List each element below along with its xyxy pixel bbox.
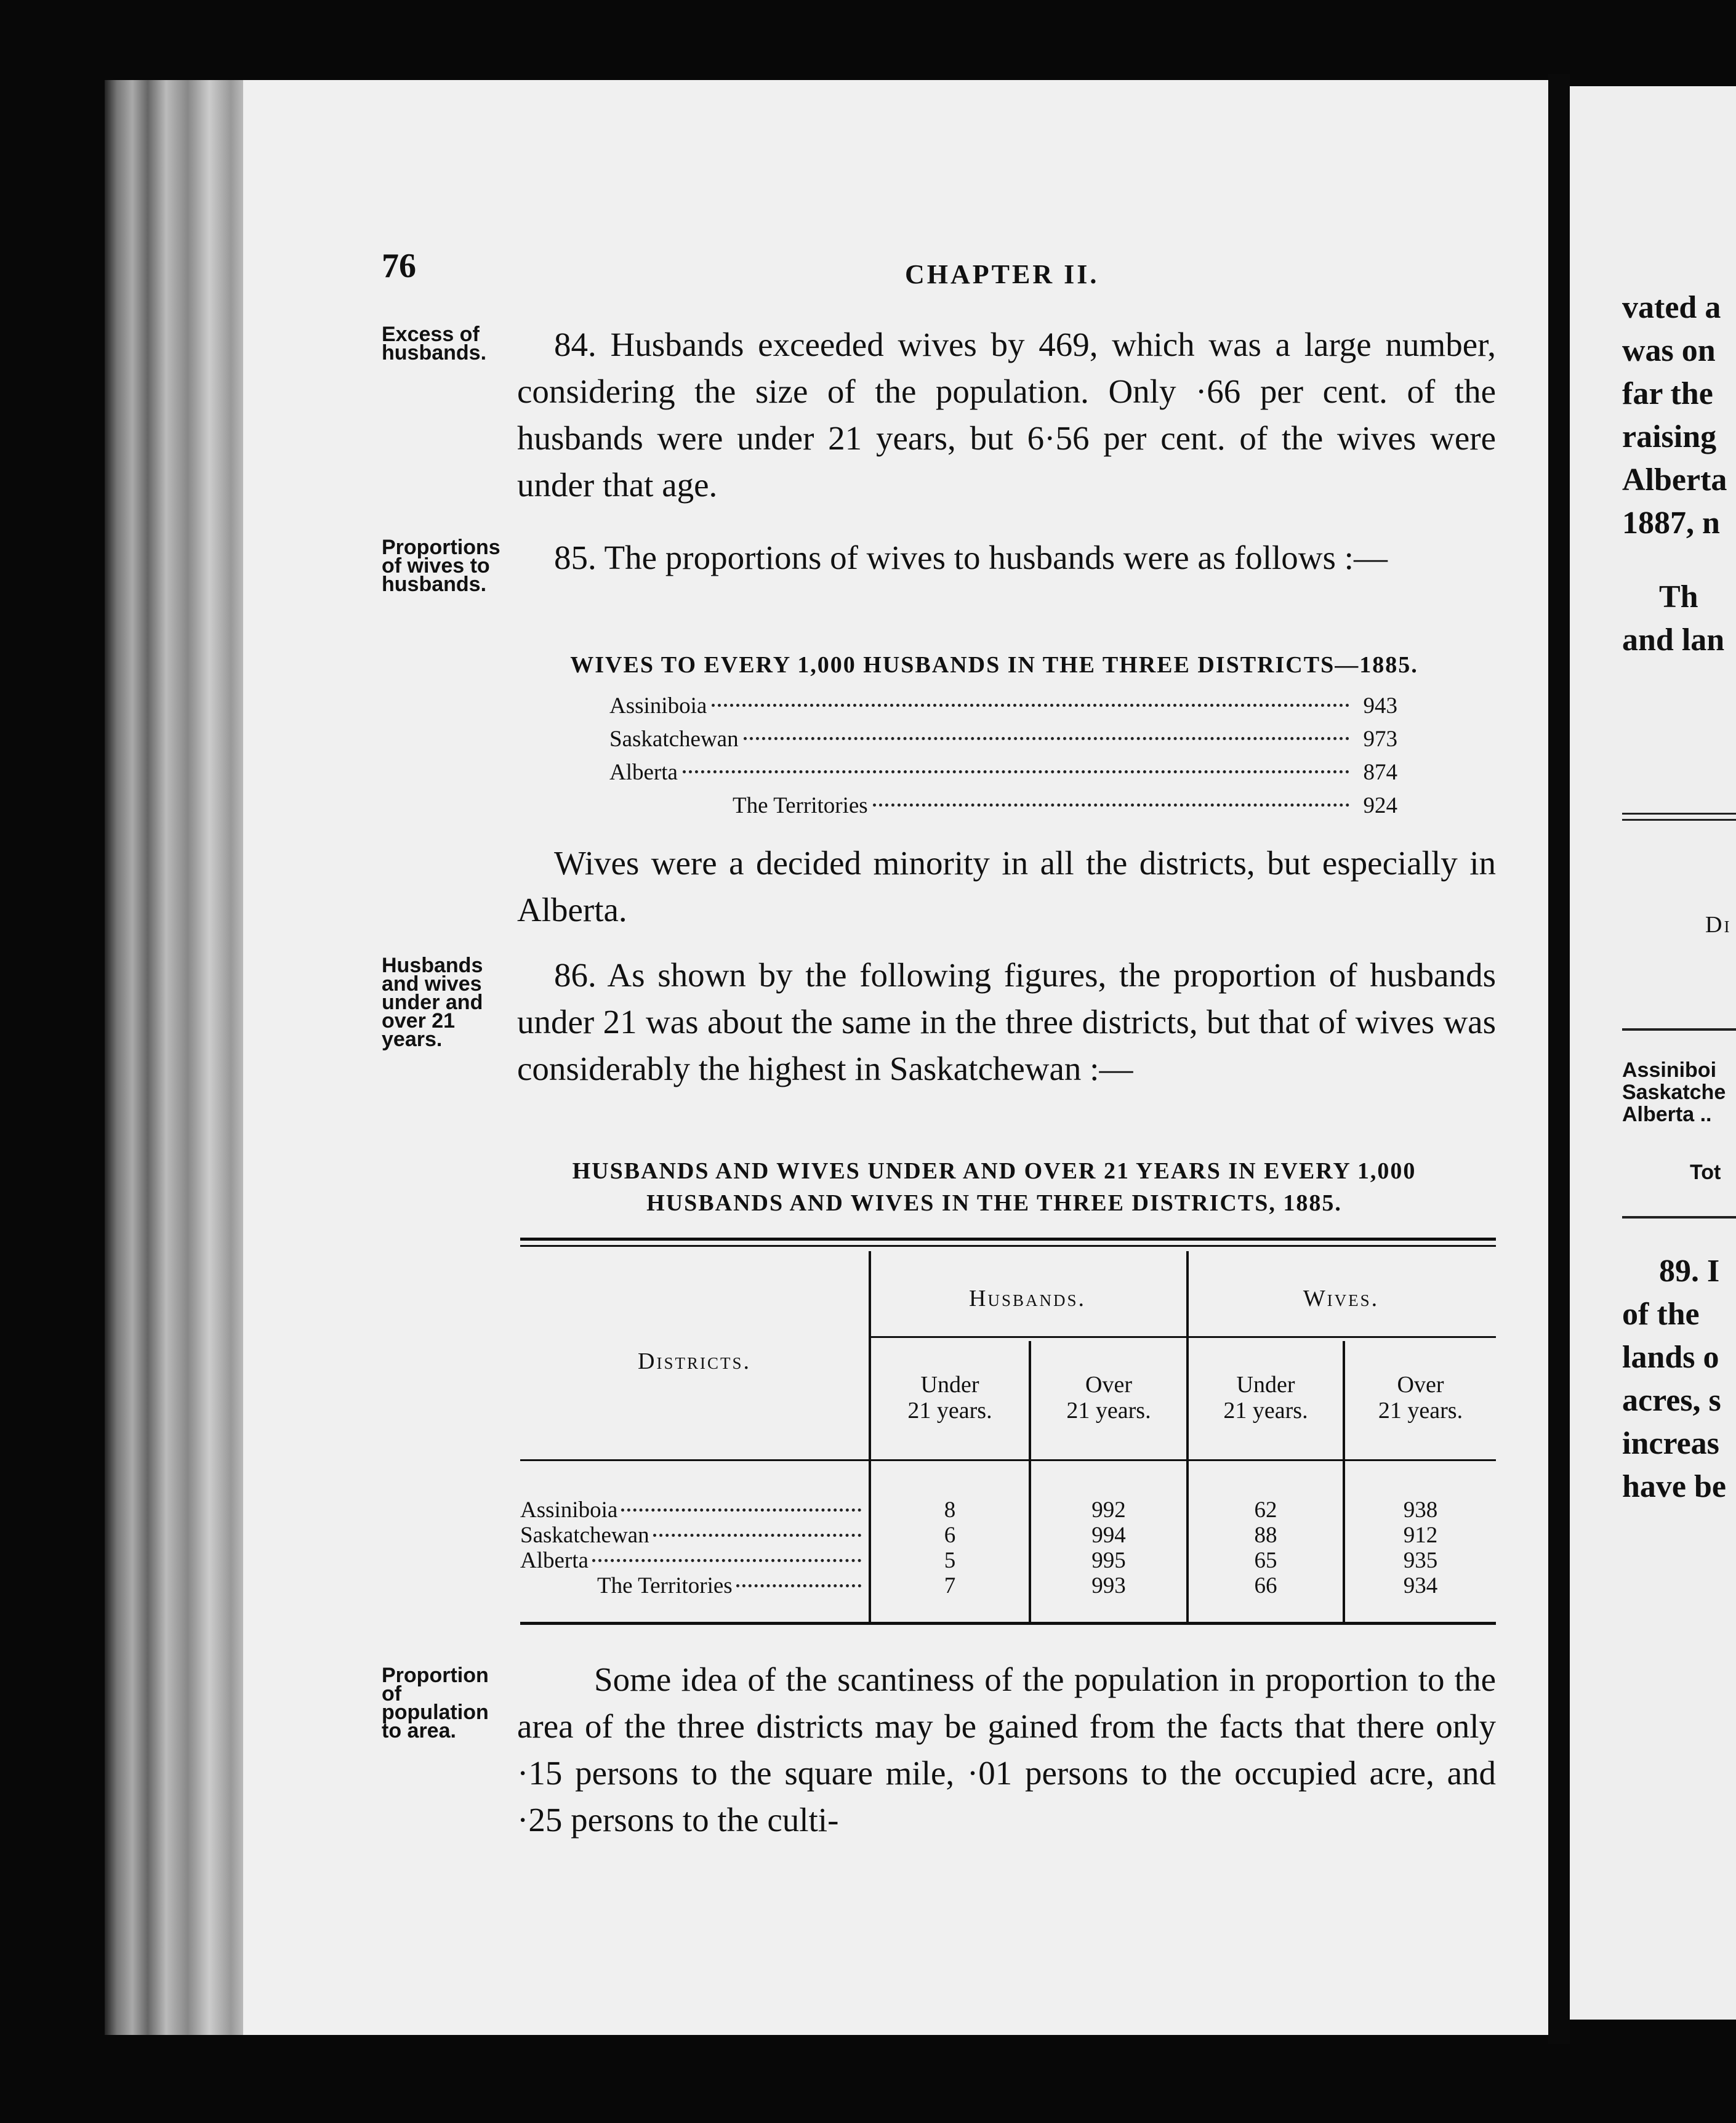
facing-header-di: Di bbox=[1705, 912, 1732, 938]
leader-dots bbox=[683, 770, 1349, 773]
facing-rule bbox=[1622, 813, 1736, 815]
table-row bbox=[520, 1573, 865, 1598]
header-wives: Wives. bbox=[1303, 1286, 1380, 1311]
leader-dots bbox=[621, 1509, 861, 1512]
facing-line: far the bbox=[1622, 376, 1713, 411]
facing-page bbox=[1570, 86, 1736, 2020]
facing-row: Assiniboi bbox=[1622, 1058, 1717, 1082]
facing-line: raising bbox=[1622, 419, 1717, 454]
district-name: Saskatchewan bbox=[520, 1523, 649, 1548]
paragraph-87: Some idea of the scantiness of the population in proportion to the area of the three districts may be gained from the facts that there only ·15 persons to the square mile, ·01 persons to the occupied acre, and ·25 persons to the culti- bbox=[517, 1661, 1496, 1839]
cell-value: 935 bbox=[1403, 1548, 1438, 1573]
facing-rule bbox=[1622, 819, 1736, 821]
cell-value: 88 bbox=[1254, 1523, 1277, 1548]
husbands-under-column bbox=[871, 1497, 1029, 1598]
district-name: Alberta bbox=[520, 1548, 589, 1573]
header-over-line1: Over bbox=[1085, 1372, 1132, 1398]
running-head: CHAPTER II. bbox=[905, 259, 1099, 289]
header-districts: Districts. bbox=[638, 1348, 751, 1374]
cell-value: 6 bbox=[944, 1523, 956, 1548]
header-wives-over bbox=[1345, 1372, 1496, 1424]
age-table-title-line1: HUSBANDS AND WIVES UNDER AND OVER 21 YEARS IN EVERY 1,000 bbox=[572, 1158, 1417, 1184]
wives-under-column bbox=[1189, 1497, 1343, 1598]
header-over-line2: 21 years. bbox=[1066, 1398, 1151, 1424]
table-bottom-rule bbox=[520, 1622, 1496, 1625]
paragraph-86: 86. As shown by the following figures, the proportion of husbands under 21 was about the same in the three districts, but that of wives was considerably the highest in Saskatchewan :— bbox=[517, 956, 1496, 1087]
header-wives-under bbox=[1189, 1372, 1343, 1424]
facing-rule bbox=[1622, 1028, 1736, 1031]
cell-value: 995 bbox=[1091, 1548, 1126, 1573]
age-table bbox=[520, 1238, 1496, 1625]
cell-value: 5 bbox=[944, 1548, 956, 1573]
paragraph-85-followup: Wives were a decided minority in all the districts, but especially in Alberta. bbox=[517, 844, 1496, 929]
facing-line: vated a bbox=[1622, 290, 1721, 325]
cell-value: 912 bbox=[1403, 1523, 1438, 1548]
facing-table-rows bbox=[1622, 1059, 1726, 1126]
facing-line: 89. I bbox=[1659, 1254, 1720, 1289]
header-under-line1: Under bbox=[1236, 1372, 1295, 1398]
margin-note-proportions: Proportions of wives to husbands. bbox=[382, 536, 500, 596]
ratio-row bbox=[609, 756, 1397, 789]
paragraph-84: 84. Husbands exceeded wives by 469, which was a large number, considering the size of the population. Only ·66 per cent. of the husbands were under 21 years, but 6·56 per cent. of the wives were under that age. bbox=[517, 326, 1496, 504]
leader-dots bbox=[736, 1584, 861, 1587]
header-husbands-over bbox=[1031, 1372, 1186, 1424]
table-top-rule bbox=[520, 1238, 1496, 1241]
book-spine bbox=[105, 80, 252, 2035]
facing-line-and: and lan bbox=[1622, 622, 1725, 658]
cell-value: 7 bbox=[944, 1573, 956, 1598]
facing-line: of the bbox=[1622, 1297, 1700, 1332]
facing-line: was on bbox=[1622, 333, 1716, 368]
ratio-table bbox=[609, 690, 1397, 823]
ratio-label: Alberta bbox=[609, 760, 678, 785]
header-over-line2: 21 years. bbox=[1378, 1398, 1463, 1424]
ratio-label: The Territories bbox=[733, 793, 868, 818]
cell-value: 8 bbox=[944, 1497, 956, 1523]
facing-text-bottom bbox=[1622, 1250, 1726, 1509]
leader-dots bbox=[712, 704, 1349, 707]
header-under-line2: 21 years. bbox=[1223, 1398, 1308, 1424]
facing-line: increas bbox=[1622, 1426, 1719, 1461]
ratio-row-total bbox=[609, 789, 1397, 823]
ratio-value: 874 bbox=[1363, 760, 1397, 785]
ratio-row bbox=[609, 723, 1397, 756]
districts-column bbox=[520, 1497, 865, 1598]
cell-value: 934 bbox=[1403, 1573, 1438, 1598]
facing-line: Alberta bbox=[1622, 462, 1727, 498]
ratio-value: 924 bbox=[1363, 793, 1397, 818]
facing-line: 1887, n bbox=[1622, 506, 1720, 541]
table-row bbox=[520, 1523, 865, 1548]
ratio-value: 973 bbox=[1363, 727, 1397, 752]
header-husbands-under bbox=[871, 1372, 1029, 1424]
page-number: 76 bbox=[382, 247, 416, 285]
cell-value: 66 bbox=[1254, 1573, 1277, 1598]
facing-text-top bbox=[1622, 286, 1727, 545]
ratio-label: Assiniboia bbox=[609, 693, 707, 719]
husbands-over-column bbox=[1031, 1497, 1186, 1598]
facing-row: Alberta .. bbox=[1622, 1103, 1712, 1126]
margin-note-under-over: Husbands and wives under and over 21 years. bbox=[382, 954, 483, 1051]
header-under-line2: 21 years. bbox=[907, 1398, 992, 1424]
cell-value: 992 bbox=[1091, 1497, 1126, 1523]
header-over-line1: Over bbox=[1397, 1372, 1444, 1398]
margin-note-excess: Excess of husbands. bbox=[382, 323, 487, 365]
cell-value: 994 bbox=[1091, 1523, 1126, 1548]
leader-dots bbox=[653, 1534, 861, 1537]
cell-value: 938 bbox=[1403, 1497, 1438, 1523]
header-husbands: Husbands. bbox=[969, 1286, 1086, 1311]
leader-dots bbox=[592, 1559, 861, 1562]
age-table-title-line2: HUSBANDS AND WIVES IN THE THREE DISTRICTS, 1885. bbox=[646, 1190, 1342, 1216]
wives-over-column bbox=[1345, 1497, 1496, 1598]
facing-line-th: Th bbox=[1659, 579, 1698, 614]
ratio-value: 943 bbox=[1363, 693, 1397, 719]
header-bottom-rule bbox=[520, 1459, 1496, 1461]
leader-dots bbox=[873, 804, 1349, 807]
district-name: Assiniboia bbox=[520, 1497, 618, 1523]
cell-value: 62 bbox=[1254, 1497, 1277, 1523]
ratio-row bbox=[609, 690, 1397, 723]
ratio-label: Saskatchewan bbox=[609, 727, 739, 752]
facing-line: lands o bbox=[1622, 1340, 1719, 1375]
table-row bbox=[520, 1497, 865, 1523]
table-row bbox=[520, 1548, 865, 1573]
header-under-line1: Under bbox=[920, 1372, 979, 1398]
paragraph-85: 85. The proportions of wives to husbands were as follows :— bbox=[554, 539, 1388, 576]
facing-total: Tot bbox=[1690, 1161, 1721, 1184]
facing-line: have be bbox=[1622, 1469, 1726, 1504]
facing-rule bbox=[1622, 1216, 1736, 1219]
leader-dots bbox=[744, 737, 1349, 740]
header-group-rule bbox=[871, 1336, 1496, 1338]
cell-value: 993 bbox=[1091, 1573, 1126, 1598]
page-gutter bbox=[1548, 74, 1570, 2044]
facing-line: acres, s bbox=[1622, 1383, 1721, 1418]
cell-value: 65 bbox=[1254, 1548, 1277, 1573]
margin-note-area: Proportion of population to area. bbox=[382, 1664, 489, 1742]
district-name: The Territories bbox=[597, 1573, 733, 1598]
ratio-table-title: WIVES TO EVERY 1,000 HUSBANDS IN THE THREE DISTRICTS—1885. bbox=[570, 652, 1418, 678]
table-top-rule-inner bbox=[520, 1245, 1496, 1247]
facing-row: Saskatche bbox=[1622, 1081, 1726, 1104]
